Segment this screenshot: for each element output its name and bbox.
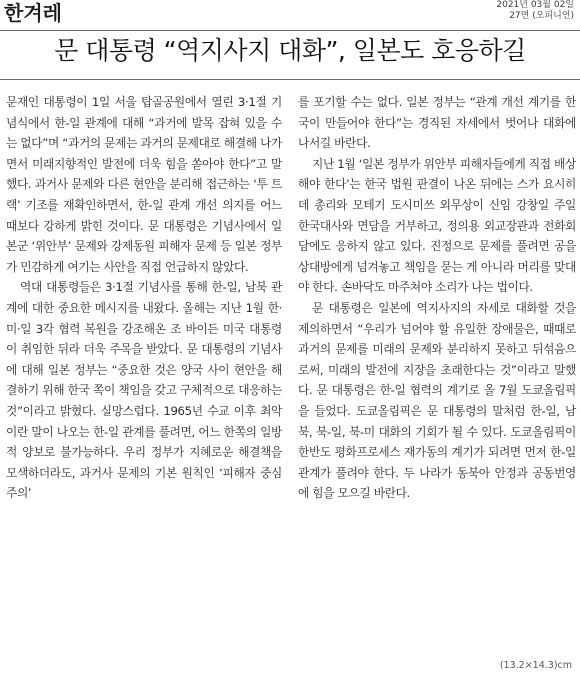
masthead [0, 0, 580, 28]
article-body [0, 92, 580, 667]
paragraph: 문 대통령은 일본에 역지사지의 자세로 대화할 것을 제의하면서 “우리가 넘어야 할 유일한 장애물은, 때때로 과거의 문제를 미래의 문제와 분리하지 못하고 뒤섞음으로써, 미래의 발전에 지장을 초래한다는 것”이라고 말했다. 문 대통령은 한-일 협력의 계기로 올 7월 도쿄올림픽을 들었다. 도쿄올림픽은 문 대통령의 말처럼 한-일, 남북, 북-일, 북-미 대화의 기회가 될 수 있다. 도쿄올림픽이 한반도 평화프로세스 재가동의 계기가 되려면 먼저 한-일 관계가 풀려야 한다. 두 나라가 동북아 안정과 공동번영에 힘을 모으길 바란다. [298, 300, 576, 501]
paragraph: 역대 대통령들은 3·1절 기념사를 통해 한-일, 남북 관계에 대한 중요한 메시지를 내왔다. 올해는 지난 1월 한·미·일 3각 협력 복원을 강조해온 조 바이든 미국 대통령이 취임한 뒤라 더욱 주목을 받았다. 문 대통령의 기념사에 대해 일본 정부는 “중요한 것은 양국 사이 현안을 해결하기 위해 한국 쪽이 책임을 갖고 구체적으로 대응하는 것”이라고 밝혔다. 실망스럽다. 1965년 수교 이후 최악이란 말이 나오는 한-일 관계를 풀려면, 어느 한쪽의 일방적 양보로 불가능하다. 우리 정부가 지혜로운 해결책을 모색하더라도, 과거사 문제의 기본 원칙인 ‘피해자 중심주의’ [6, 280, 282, 501]
issue-meta [496, 0, 574, 22]
headline-divider [0, 79, 580, 80]
newspaper-logo: 한겨레 [4, 1, 62, 25]
publication-date: 2021년 03월 02일 [496, 0, 574, 10]
paragraph: 문재인 대통령이 1일 서울 탑골공원에서 열린 3·1절 기념식에서 한-일 관계에 대해 “과거에 발목 잡혀 있을 수는 없다”며 “과거의 문제는 과거의 문제대로 해결해 나가면서 미래지향적인 발전에 더욱 힘을 쏟아야 한다”고 말했다. 과거사 문제와 다른 현안을 분리해 접근하는 ‘투 트랙’ 기조를 재확인하면서, 한-일 관계 개선 의지를 어느 때보다 강하게 밝힌 것이다. 문 대통령은 기념사에서 일본군 ‘위안부’ 문제와 강제동원 피해자 문제 등 일본 정부가 민감하게 여기는 사안을 직접 언급하지 않았다. [6, 95, 282, 274]
headline: 문 대통령 “역지사지 대화”, 일본도 호응하길 [54, 36, 526, 65]
left-column [6, 92, 282, 504]
clipping-size: (13.2×14.3)cm [499, 660, 572, 671]
page-section: 27면 (오피니언) [509, 11, 574, 21]
paragraph: 를 포기할 수는 없다. 일본 정부는 “관계 개선 계기를 한국이 만들어야 한다”는 경직된 자세에서 벗어나 대화에 나서길 바란다. [298, 95, 576, 151]
right-column [298, 92, 576, 504]
paragraph: 지난 1월 ‘일본 정부가 위안부 피해자들에게 직접 배상해야 한다’는 한국 법원 판결이 나온 뒤에는 스가 요시히데 총리와 모테기 도시미쓰 외무상이 신임 강창일 주일 한국대사와 면담을 거부하고, 정의용 외교장관과 전화회담에도 응하지 않고 있다. 진정으로 문제를 풀려면 공을 상대방에게 넘겨놓고 책임을 묻는 게 아니라 머리를 맞대야 한다. 손바닥도 마주쳐야 소리가 나는 법이다. [298, 156, 576, 295]
